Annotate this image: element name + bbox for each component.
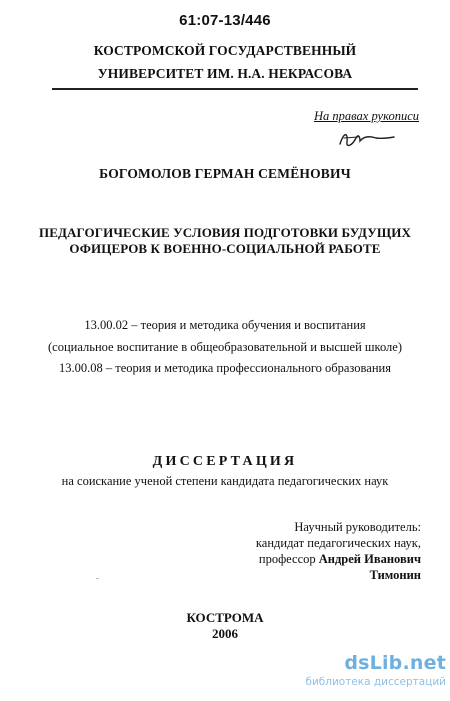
- advisor-label: Научный руководитель:: [294, 520, 421, 534]
- year: 2006: [212, 626, 238, 641]
- rights-note: На правах рукописи: [314, 109, 419, 123]
- university-line-1: КОСТРОМСКОЙ ГОСУДАРСТВЕННЫЙ: [93, 43, 357, 58]
- specialty-line-3: 13.00.08 – теория и методика профессионального образования: [59, 361, 391, 375]
- document-type: ДИССЕРТАЦИЯ: [152, 454, 298, 469]
- degree-line: на соискание ученой степени кандидата педагогических наук: [61, 474, 389, 488]
- advisor-title-name: [218, 551, 421, 583]
- advisor-degree: кандидат педагогических наук,: [255, 536, 421, 550]
- signature-handwritten: [336, 126, 398, 152]
- dissertation-title-line-2: ОФИЦЕРОВ К ВОЕННО-СОЦИАЛЬНОЙ РАБОТЕ: [69, 241, 381, 256]
- dissertation-title-line-1: ПЕДАГОГИЧЕСКИЕ УСЛОВИЯ ПОДГОТОВКИ БУДУЩИХ: [39, 225, 411, 240]
- specialty-line-1: 13.00.02 – теория и методика обучения и воспитания: [84, 318, 366, 332]
- header-divider: [52, 88, 418, 90]
- watermark-logo: dsLib.net: [344, 652, 446, 674]
- scan-mark: [96, 578, 99, 579]
- archive-code: 61:07-13/446: [179, 12, 271, 29]
- university-line-2: УНИВЕРСИТЕТ ИМ. Н.А. НЕКРАСОВА: [97, 66, 353, 81]
- advisor-name: Андрей Иванович Тимонин: [318, 552, 421, 582]
- city: КОСТРОМА: [186, 610, 264, 625]
- author-name: БОГОМОЛОВ ГЕРМАН СЕМЁНОВИЧ: [99, 166, 351, 181]
- advisor-rank: профессор: [258, 552, 319, 566]
- specialty-line-2: (социальное воспитание в общеобразовательной и высшей школе): [48, 340, 402, 354]
- watermark-caption: библиотека диссертаций: [305, 676, 446, 688]
